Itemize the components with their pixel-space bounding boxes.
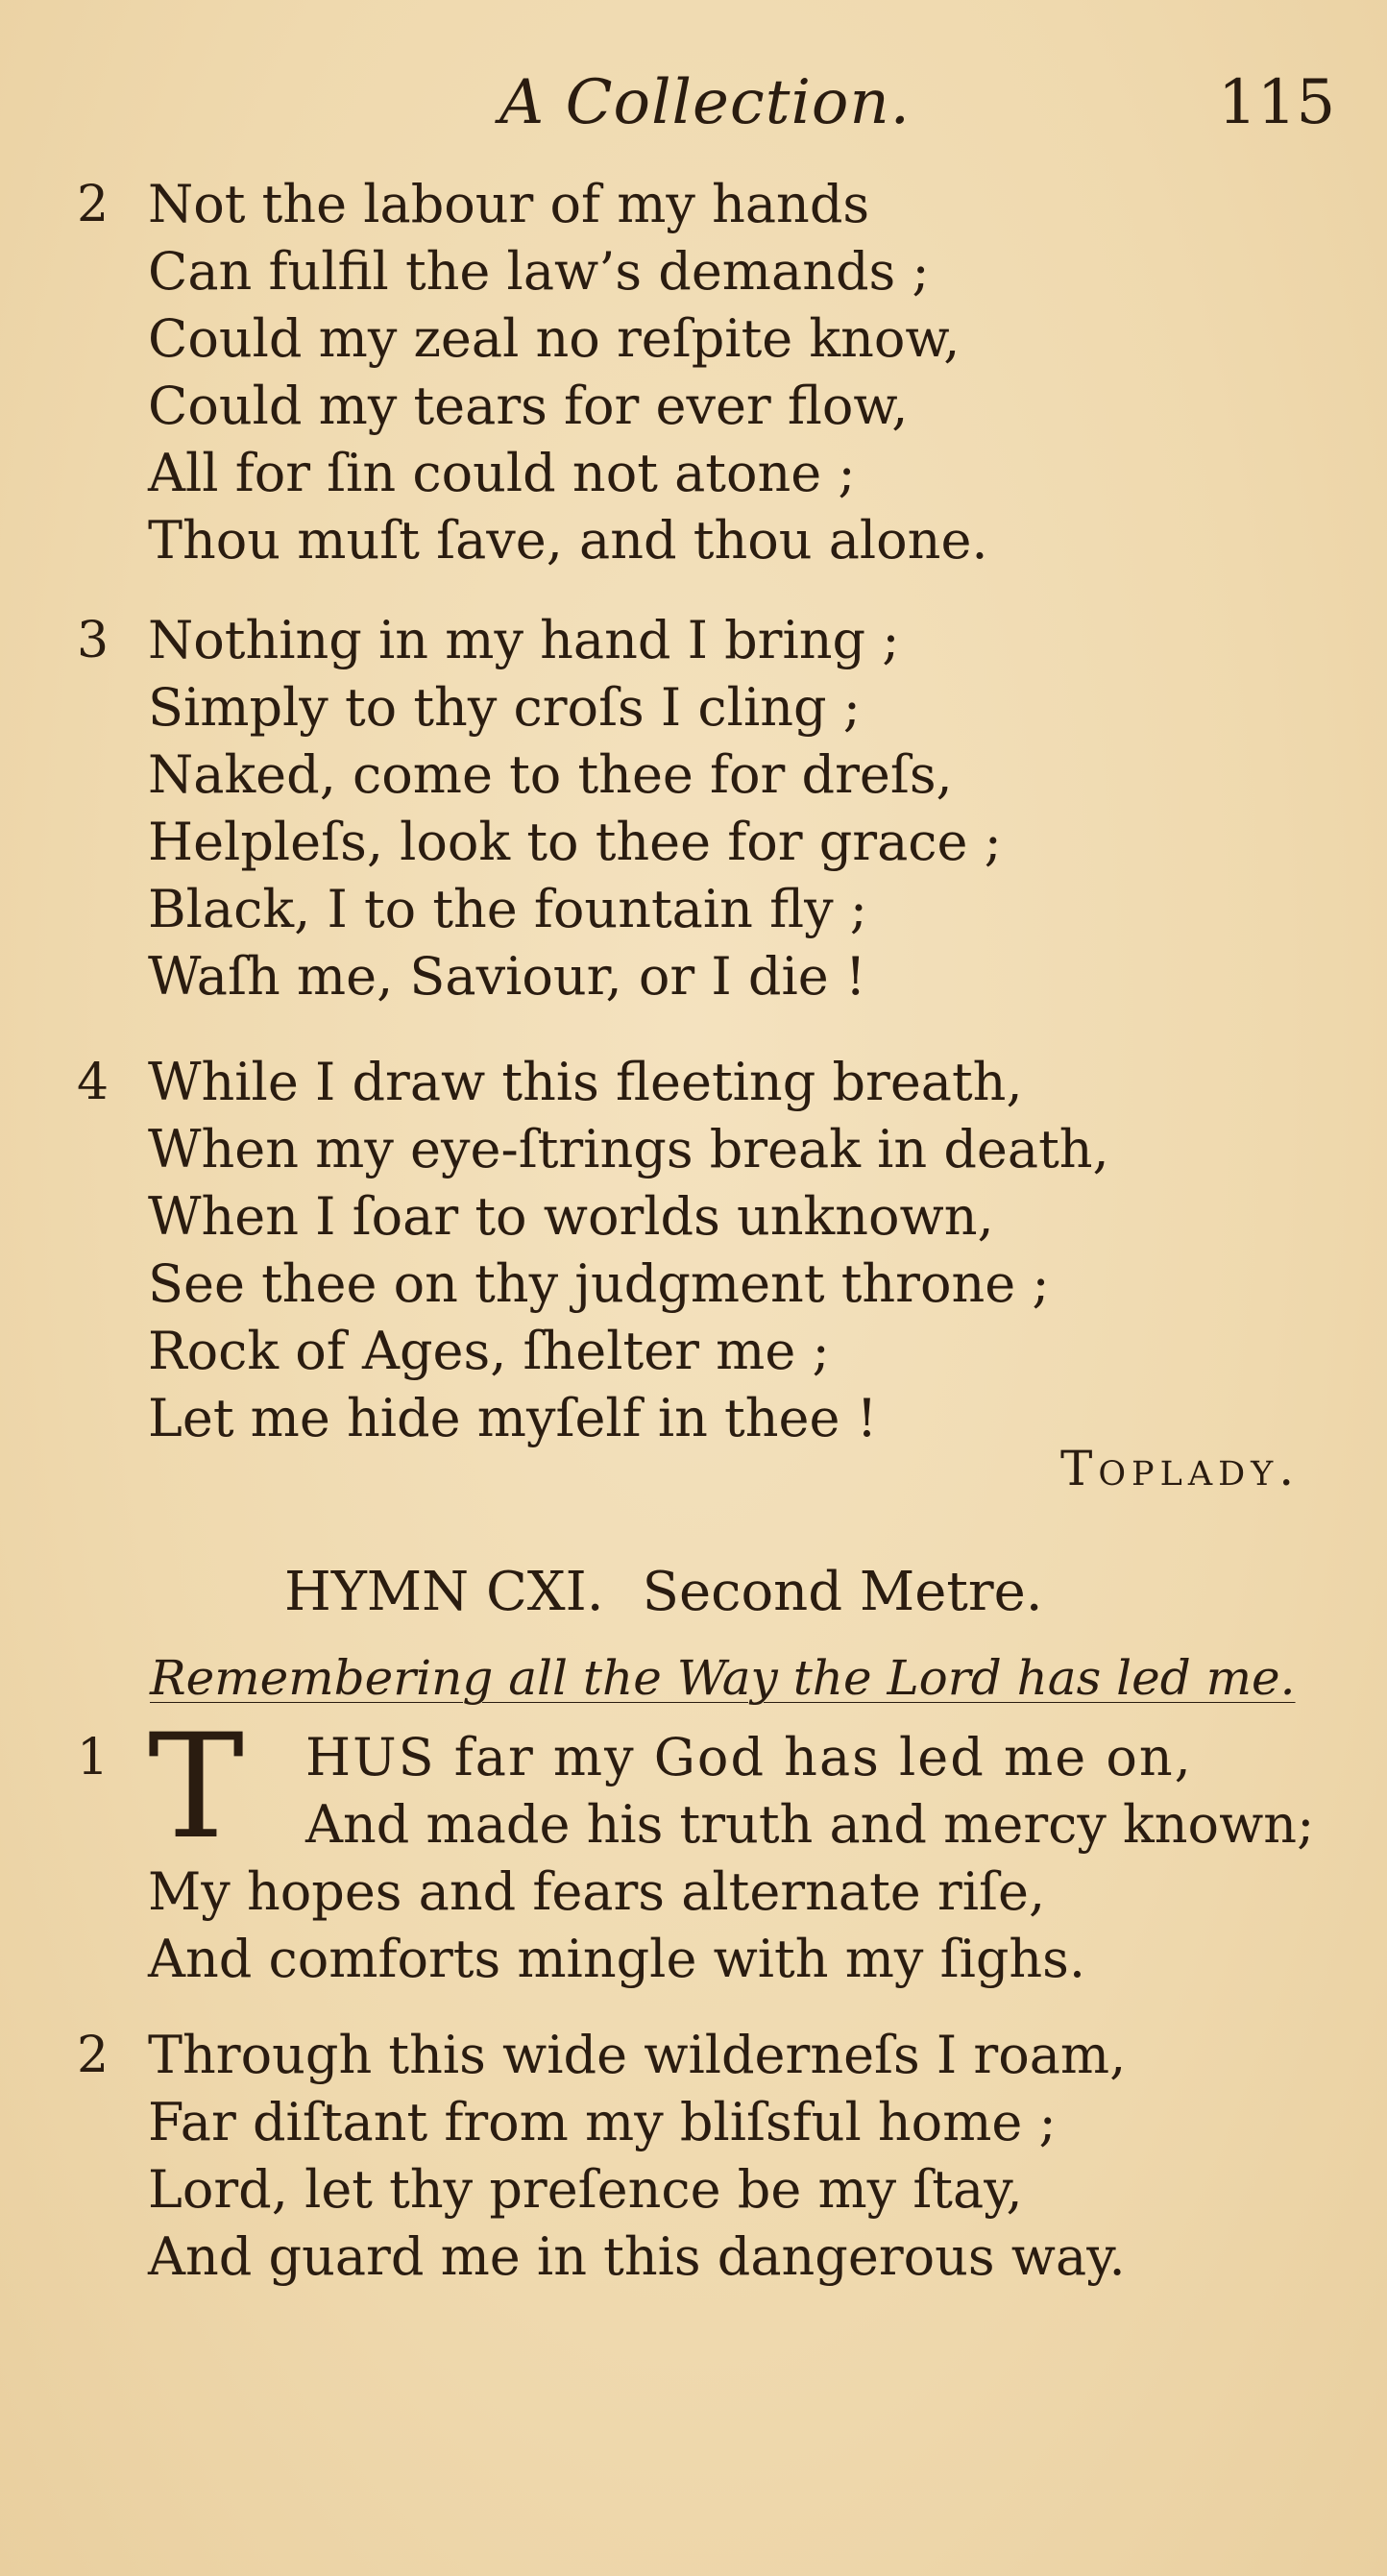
verse-number: 4: [77, 1054, 110, 1111]
verse-line: Lord, let thy preſence be my ſtay,: [148, 2159, 1023, 2220]
verse-line: Can fulfil the law’s demands ;: [148, 241, 930, 302]
hymn-subtitle: Remembering all the Way the Lord has led me.: [150, 1650, 1296, 1706]
hymn-heading: [284, 1561, 1043, 1623]
verse-line: Naked, come to thee for dreſs,: [148, 744, 953, 805]
verse-line: Simply to thy croſs I cling ;: [148, 677, 861, 738]
verse-number: 2: [77, 2027, 110, 2084]
verse-line: And made his truth and mercy known;: [305, 1794, 1315, 1855]
verse-line: When I ſoar to worlds unknown,: [148, 1186, 994, 1247]
verse-line: Let me hide myſelf in thee !: [148, 1388, 878, 1448]
hymn-verse-1: [77, 1704, 1326, 1993]
verse-line: All for ſin could not atone ;: [148, 443, 856, 503]
verse-line: See thee on thy judgment throne ;: [148, 1253, 1050, 1314]
hymn-verse-2: [77, 2022, 1326, 2291]
verse-line: Rock of Ages, ſhelter me ;: [148, 1321, 830, 1381]
verse-number: 3: [77, 612, 110, 669]
page-number: 115: [1218, 67, 1336, 138]
verse-3-prev: [77, 607, 1326, 1010]
verse-line: And comforts mingle with my ſighs.: [148, 1929, 1086, 1989]
verse-line: And guard me in this dangerous way.: [148, 2226, 1126, 2287]
verse-line: Could my tears for ever flow,: [148, 376, 909, 436]
verse-line: Not the labour of my hands: [148, 174, 870, 234]
drop-cap: T: [148, 1704, 245, 1871]
verse-line: Black, I to the fountain fly ;: [148, 879, 867, 939]
verse-4-prev: [77, 1049, 1326, 1452]
verse-2-prev: [77, 171, 1326, 574]
running-head: A Collection.: [499, 67, 911, 138]
verse-line: Through this wide wilderneſs I roam,: [148, 2025, 1127, 2085]
verse-line: Could my zeal no reſpite know,: [148, 308, 961, 369]
hymn-metre: Second Metre.: [642, 1561, 1043, 1623]
verse-line: While I draw this fleeting breath,: [148, 1052, 1023, 1112]
hymn-title: HYMN CXI.: [284, 1561, 604, 1623]
verse-line: Nothing in my hand I bring ;: [148, 610, 900, 670]
verse-number: 1: [77, 1729, 110, 1786]
verse-number: 2: [77, 176, 110, 233]
verse-line: When my eye-ſtrings break in death,: [148, 1119, 1109, 1179]
verse-line: Thou muſt ſave, and thou alone.: [148, 510, 988, 571]
verse-line: HUS far my God has led me on,: [305, 1727, 1193, 1787]
verse-line: Helpleſs, look to thee for grace ;: [148, 812, 1002, 872]
verse-line: Waſh me, Saviour, or I die !: [148, 946, 866, 1007]
verse-line: Far diſtant from my bliſsful home ;: [148, 2092, 1057, 2152]
verse-line: My hopes and fears alternate riſe,: [148, 1861, 1046, 1922]
author-attribution: Toplady.: [1060, 1441, 1301, 1496]
